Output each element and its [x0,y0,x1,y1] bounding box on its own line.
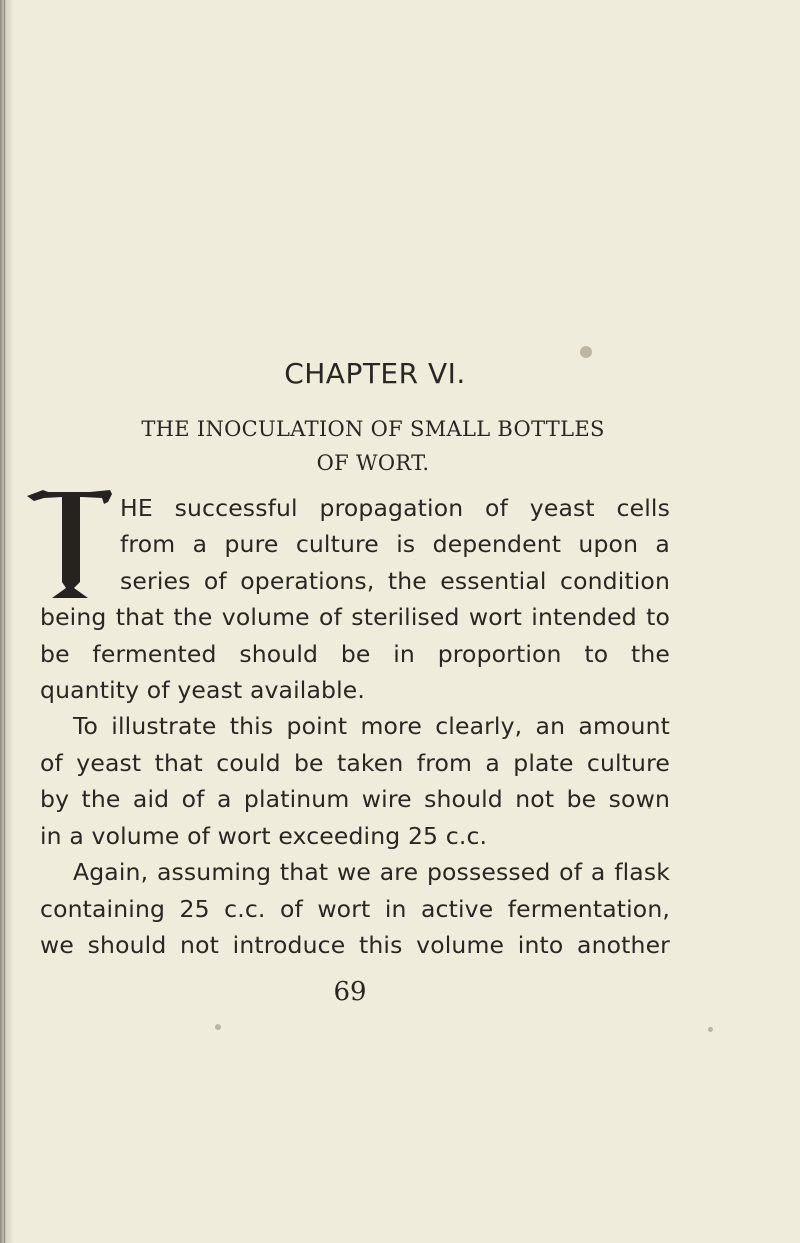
paragraph-line: Again, assuming that we are possessed of a flask [73,858,670,886]
chapter-number: CHAPTER VI. [284,357,466,390]
chapter-heading [60,412,686,480]
paragraph-line: containing 25 c.c. of wort in active fermentation, [40,895,670,923]
paragraph-line: HE successful propagation of yeast cells [120,494,670,522]
paragraph-line: from a pure culture is dependent upon a [120,530,670,558]
paragraph-line: be fermented should be in proportion to the [40,640,670,668]
paragraph-line: series of operations, the essential condition [120,567,670,595]
page-number: 69 [333,977,367,1007]
chapter-heading-line-1: THE INOCULATION OF SMALL BOTTLES [141,417,605,441]
drop-cap-t [26,490,112,598]
paragraph-line: by the aid of a platinum wire should not be sown [40,785,670,813]
page-binding-edge [0,0,14,1243]
paper-speck [708,1027,713,1032]
paragraph-line: in a volume of wort exceeding 25 c.c. [40,822,488,850]
paragraph-line: being that the volume of sterilised wort intended to [40,603,670,631]
chapter-heading-line-2: OF WORT. [316,451,430,475]
binding-shadow-line [4,0,5,1243]
paragraph-line: quantity of yeast available. [40,676,365,704]
paragraph-line: To illustrate this point more clearly, an amount [73,712,670,740]
paragraph-line: we should not introduce this volume into another [40,931,670,959]
paragraph-line: of yeast that could be taken from a plate culture [40,749,670,777]
paper-speck [215,1024,221,1030]
